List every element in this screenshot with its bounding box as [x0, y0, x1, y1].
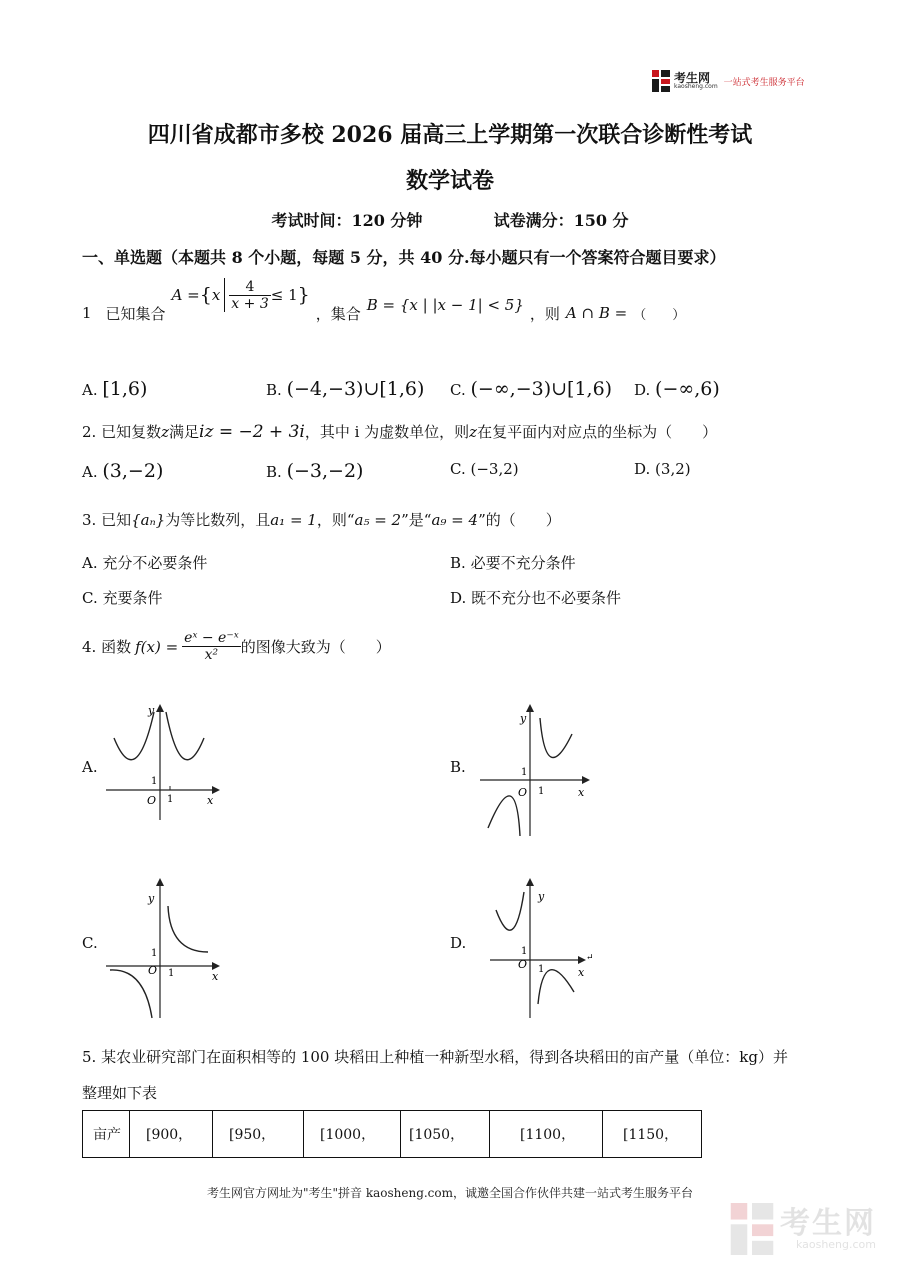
- question-2: 2. 已知复数z满足iz = −2 + 3i，其中 i 为虚数单位，则z在复平面内对应点的坐标为（ ）: [82, 422, 718, 442]
- graph-a[interactable]: [100, 700, 230, 830]
- q1-ask: A ∩ B =: [565, 304, 628, 322]
- page-subtitle: 数学试卷: [405, 168, 494, 194]
- q1-tail: ，则: [529, 304, 560, 323]
- graph-a-y-label: y: [148, 704, 155, 717]
- q1-lead: 已知集合: [105, 304, 166, 323]
- table-cell: [900，: [130, 1111, 213, 1158]
- q2-equation: iz = −2 + 3i: [199, 422, 305, 442]
- watermark-name: 考生网: [780, 1205, 876, 1241]
- table-cell: [1150，: [603, 1111, 702, 1158]
- graph-d-y-one: 1: [521, 946, 528, 957]
- graph-b-x-one: 1: [538, 786, 545, 797]
- logo-slogan: 一站式考生服务平台: [723, 77, 805, 88]
- logo-icon: [652, 70, 670, 92]
- logo-domain: kaosheng.com: [674, 83, 718, 90]
- q3-option-b[interactable]: B. 必要不充分条件: [450, 554, 576, 572]
- graph-d-y-label: y: [538, 890, 545, 903]
- graph-c-x-label: x: [212, 970, 219, 983]
- q2-option-c[interactable]: C. (−3,2): [450, 460, 519, 478]
- q1-option-d[interactable]: D. (−∞,6): [634, 378, 720, 400]
- graph-a-x-label: x: [207, 794, 214, 807]
- full-score: 试卷满分：150 分: [493, 211, 629, 230]
- q2-option-a[interactable]: A. (3,−2): [82, 460, 164, 482]
- q4-option-d[interactable]: D.: [450, 934, 467, 952]
- table-cell: [1100，: [490, 1111, 603, 1158]
- graph-c-y-one: 1: [151, 948, 158, 959]
- table-row: [83, 1111, 702, 1158]
- q4-option-b[interactable]: B.: [450, 758, 466, 776]
- q4-option-a[interactable]: A.: [82, 758, 98, 776]
- page-title: 四川省成都市多校 2026 届高三上学期第一次联合诊断性考试: [147, 122, 753, 148]
- graph-c-origin: O: [148, 964, 158, 977]
- graph-b-y-one: 1: [521, 767, 528, 778]
- graph-d-x-one: 1: [538, 964, 545, 975]
- site-logo: [652, 70, 805, 92]
- set-a-relation: ≤ 1: [270, 286, 298, 304]
- q1-option-a[interactable]: A. [1,6): [82, 378, 148, 400]
- q2-option-b[interactable]: B. (−3,−2): [266, 460, 364, 482]
- graph-d-origin: O: [518, 958, 528, 971]
- exam-time: 考试时间：120 分钟: [271, 211, 423, 230]
- q1-option-c[interactable]: C. (−∞,−3)∪[1,6): [450, 378, 613, 400]
- graph-a-x-one: 1: [167, 794, 174, 805]
- exam-meta: [0, 208, 900, 231]
- question-5-line1: 5. 某农业研究部门在面积相等的 100 块稻田上种植一种新型水稻，得到各块稻田的亩产量（单位：kg）并: [82, 1048, 788, 1066]
- q3-option-a[interactable]: A. 充分不必要条件: [82, 554, 208, 572]
- q1-sep: ，集合: [315, 304, 361, 323]
- yield-table: [82, 1110, 702, 1158]
- section-heading: 一、单选题（本题共 8 个小题，每题 5 分，共 40 分.每小题只有一个答案符合题目要求）: [82, 248, 726, 267]
- graph-b-y-label: y: [520, 712, 527, 725]
- table-cell: [1050，: [401, 1111, 490, 1158]
- graph-b-x-label: x: [578, 786, 585, 799]
- question-3: 3. 已知{aₙ}为等比数列，且a₁ = 1，则“a₅ = 2”是“a₉ = 4”的（ ）: [82, 511, 561, 529]
- table-cell: [1000，: [304, 1111, 401, 1158]
- question-4: 4. 函数 f(x) = $\frac{\text{eˣ − e⁻ˣ}}{\text{x²}}$ 的图像大致为（ ）: [82, 630, 391, 663]
- graph-c-y-label: y: [148, 892, 155, 905]
- q3-option-c[interactable]: C. 充要条件: [82, 589, 163, 607]
- q4-option-c[interactable]: C.: [82, 934, 98, 952]
- q2-options: [82, 460, 822, 484]
- graph-d-return-mark: ↵: [586, 953, 594, 963]
- table-header-cell: 亩产: [83, 1111, 130, 1158]
- set-a: A = { x $\frac{4}{x + 3}$ ≤ 1 }: [171, 278, 310, 312]
- set-b: B = {x | |x − 1| < 5}: [366, 296, 524, 314]
- page-footer: 考生网官方网址为"考生"拼音 kaosheng.com，诚邀全国合作伙伴共建一站式考生服务平台: [206, 1186, 694, 1200]
- q1-number: 1: [82, 304, 92, 322]
- watermark-domain: kaosheng.com: [795, 1237, 876, 1251]
- graph-d[interactable]: [484, 872, 614, 1022]
- q3-option-d[interactable]: D. 既不充分也不必要条件: [450, 589, 622, 607]
- set-a-fraction: $\frac{4}{x + 3}$: [231, 278, 269, 312]
- q1-options: [82, 378, 822, 402]
- graph-a-y-one: 1: [151, 776, 158, 787]
- q1-option-b[interactable]: B. (−4,−3)∪[1,6): [266, 378, 425, 400]
- graph-c[interactable]: [100, 872, 230, 1022]
- set-a-var: x: [211, 286, 221, 304]
- question-5-line2: 整理如下表: [82, 1084, 158, 1102]
- watermark-icon: [730, 1203, 774, 1255]
- graph-a-origin: O: [147, 794, 157, 807]
- q4-fraction: $\frac{\text{eˣ − e⁻ˣ}}{\text{x²}}$: [184, 630, 239, 663]
- logo-name: 考生网: [674, 71, 711, 85]
- graph-b[interactable]: [474, 700, 604, 840]
- q1-blank: （ ）: [633, 307, 686, 323]
- set-a-prefix: A =: [171, 286, 200, 304]
- watermark: [730, 1203, 876, 1255]
- graph-c-x-one: 1: [168, 968, 175, 979]
- graph-d-x-label: x: [578, 966, 585, 979]
- q2-option-d[interactable]: D. (3,2): [634, 460, 691, 478]
- graph-b-origin: O: [518, 786, 528, 799]
- question-1: [82, 278, 686, 330]
- table-cell: [950，: [213, 1111, 304, 1158]
